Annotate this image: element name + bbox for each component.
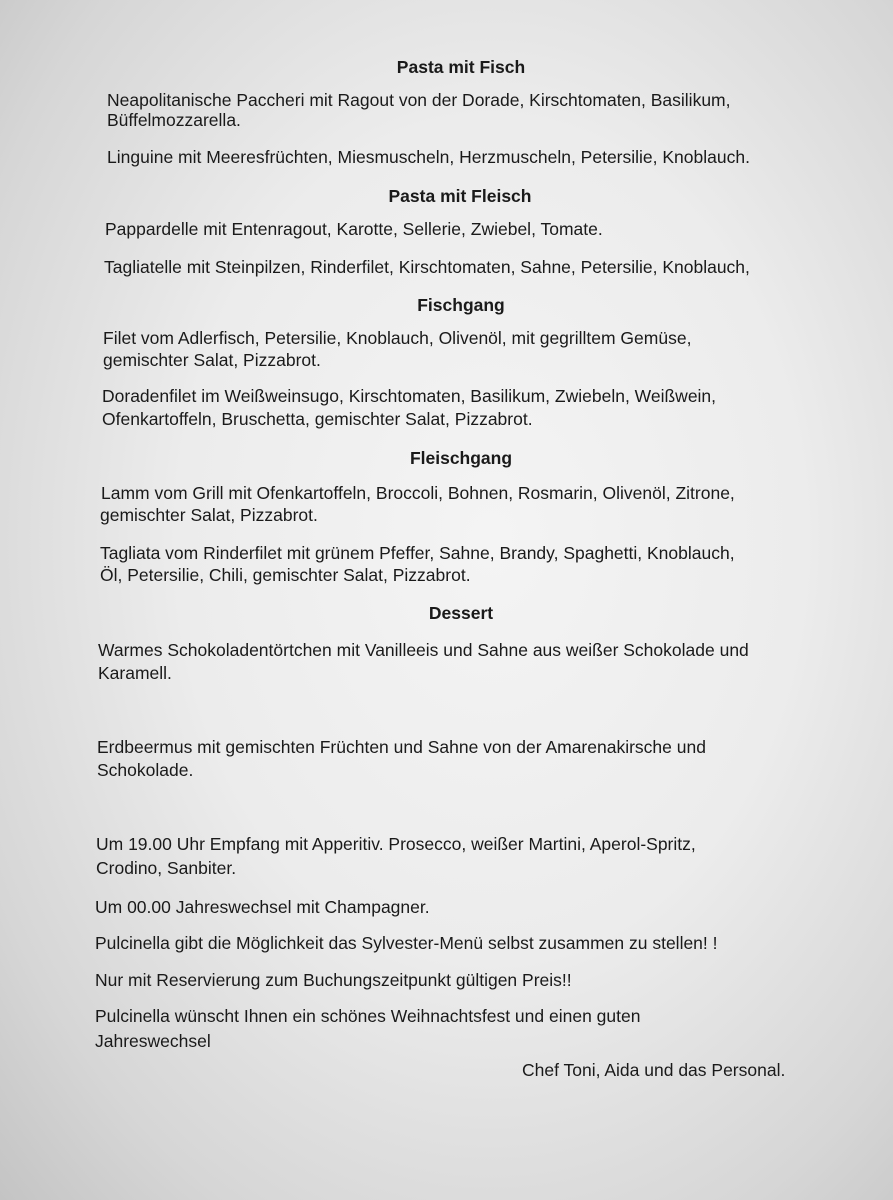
menu-item-line: Warmes Schokoladentörtchen mit Vanilleeis und Sahne aus weißer Schokolade und bbox=[98, 640, 749, 660]
note-line: Um 19.00 Uhr Empfang mit Apperitiv. Prosecco, weißer Martini, Aperol-Spritz, bbox=[96, 834, 696, 854]
section-heading-pasta-fisch: Pasta mit Fisch bbox=[396, 57, 526, 77]
menu-item-line: Schokolade. bbox=[97, 760, 194, 780]
menu-item-line: gemischter Salat, Pizzabrot. bbox=[103, 350, 321, 370]
menu-item-line: Ofenkartoffeln, Bruschetta, gemischter Salat, Pizzabrot. bbox=[102, 409, 533, 429]
menu-item-line: Neapolitanische Paccheri mit Ragout von der Dorade, Kirschtomaten, Basilikum, bbox=[107, 90, 731, 110]
menu-item-line: Doradenfilet im Weißweinsugo, Kirschtomaten, Basilikum, Zwiebeln, Weißwein, bbox=[102, 386, 717, 406]
menu-item-line: Büffelmozzarella. bbox=[107, 110, 241, 130]
menu-item-line: Karamell. bbox=[98, 663, 172, 683]
note-line: Crodino, Sanbiter. bbox=[96, 858, 237, 878]
note-line: Nur mit Reservierung zum Buchungszeitpunkt gültigen Preis!! bbox=[95, 970, 572, 990]
menu-item-line: Öl, Petersilie, Chili, gemischter Salat, Pizzabrot. bbox=[100, 565, 471, 585]
section-heading-fischgang: Fischgang bbox=[417, 295, 505, 315]
menu-item-line: Linguine mit Meeresfrüchten, Miesmuscheln, Herzmuscheln, Petersilie, Knoblauch. bbox=[107, 147, 750, 167]
signature: Chef Toni, Aida und das Personal. bbox=[522, 1060, 786, 1080]
menu-item-line: gemischter Salat, Pizzabrot. bbox=[100, 505, 318, 525]
section-heading-pasta-fleisch: Pasta mit Fleisch bbox=[388, 186, 532, 206]
menu-item-line: Tagliatelle mit Steinpilzen, Rinderfilet, Kirschtomaten, Sahne, Petersilie, Knoblauch, bbox=[104, 257, 750, 277]
note-line: Pulcinella gibt die Möglichkeit das Sylvester-Menü selbst zusammen zu stellen! ! bbox=[95, 933, 718, 953]
menu-item-line: Erdbeermus mit gemischten Früchten und Sahne von der Amarenakirsche und bbox=[97, 737, 706, 757]
note-line: Jahreswechsel bbox=[95, 1031, 211, 1051]
menu-item-line: Pappardelle mit Entenragout, Karotte, Sellerie, Zwiebel, Tomate. bbox=[105, 219, 603, 239]
menu-item-line: Tagliata vom Rinderfilet mit grünem Pfeffer, Sahne, Brandy, Spaghetti, Knoblauch, bbox=[100, 543, 735, 563]
menu-item-line: Lamm vom Grill mit Ofenkartoffeln, Broccoli, Bohnen, Rosmarin, Olivenöl, Zitrone, bbox=[101, 483, 735, 503]
menu-item-line: Filet vom Adlerfisch, Petersilie, Knoblauch, Olivenöl, mit gegrilltem Gemüse, bbox=[103, 328, 692, 348]
section-heading-fleischgang: Fleischgang bbox=[409, 448, 513, 468]
note-line: Pulcinella wünscht Ihnen ein schönes Weihnachtsfest und einen guten bbox=[95, 1006, 641, 1026]
section-heading-dessert: Dessert bbox=[428, 603, 494, 623]
note-line: Um 00.00 Jahreswechsel mit Champagner. bbox=[95, 897, 430, 917]
